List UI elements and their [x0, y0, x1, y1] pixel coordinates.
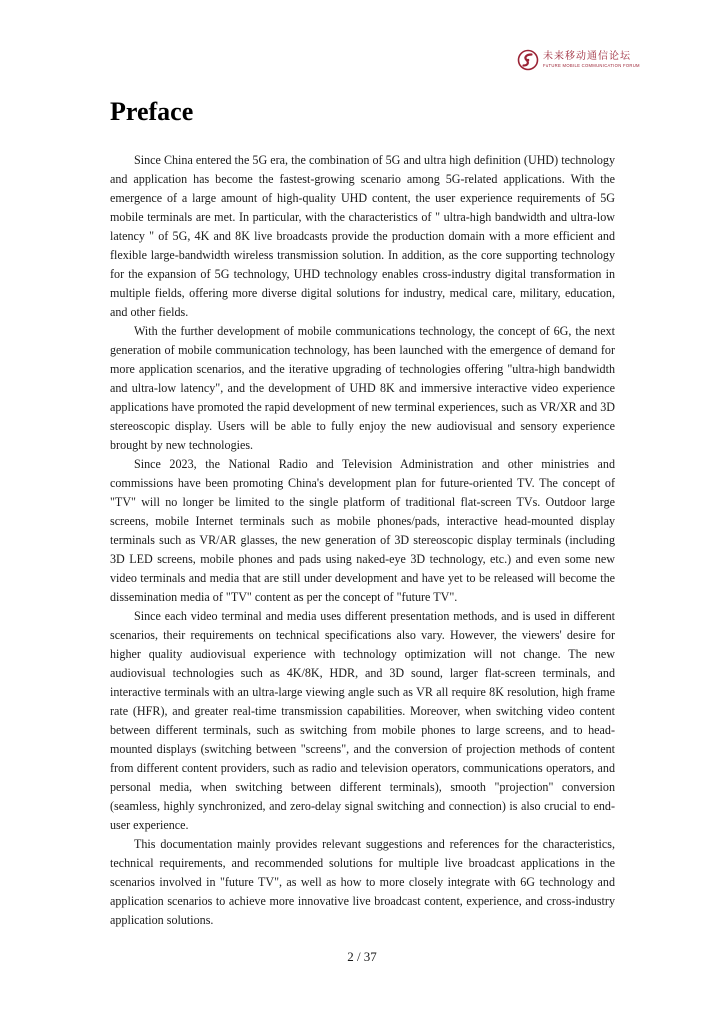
forum-logo-english-name: FuTURE MOBILE COMMUNICATION FORUM [543, 62, 640, 68]
paragraph-future-tv-plan: Since 2023, the National Radio and Television Administration and other ministries and commissions have been promoting China's development plan for future-oriented TV. The concept of "TV" will no longer be limited to the single platform of traditional flat-screen TVs. Outdoor large screens, mobile Internet terminals such as mobile phones/pads, interactive head-mounted display terminals such as VR/AR glasses, the new generation of 3D stereoscopic display terminals (including 3D LED screens, mobile phones and pads using naked-eye 3D technology, etc.) and even some new video terminals and media that are still under development and have yet to be released will become the dissemination media of "TV" content as per the concept of "future TV". [110, 457, 615, 604]
page-number: 2 / 37 [347, 949, 377, 964]
forum-logo-chinese-name: 未来移动通信论坛 [543, 50, 631, 62]
page-title: Preface [110, 97, 194, 126]
paragraph-terminal-requirements: Since each video terminal and media uses different presentation methods, and is used in different scenarios, their requirements on technical specifications also vary. However, the viewers' desire for higher quality audiovisual experience with technology optimization will not change. The new audiovisual technologies such as 4K/8K, HDR, and 3D sound, larger flat-screen terminals, and interactive terminals with an ultra-large viewing angle such as VR all require 8K resolution, high frame rate (HFR), and greater real-time transmission capabilities. Moreover, when switching video content between different terminals, such as switching from mobile phones to large screens, and to head-mounted displays (switching between "screens", and the conversion of projection methods of content from different content providers, such as radio and television operators, communications operators, and personal media, when switching between different terminals), smooth "projection" conversion (seamless, highly synchronized, and zero-delay signal switching and connection) is also crucial to end-user experience. [110, 609, 615, 832]
forum-logo [517, 47, 642, 73]
preface-body [110, 151, 615, 930]
forum-logo-text [543, 52, 640, 68]
forum-logo-icon [517, 49, 539, 71]
paragraph-5g-uhd: Since China entered the 5G era, the combination of 5G and ultra high definition (UHD) technology and application has become the fastest-growing scenario among 5G-related applications. With the emergence of a large amount of high-quality UHD content, the user experience requirements of 5G mobile terminals are met. In particular, with the characteristics of " ultra-high bandwidth and ultra-low latency " of 5G, 4K and 8K live broadcasts provide the production domain with a more efficient and flexible large-bandwidth wireless transmission solution. In addition, as the core supporting technology for the expansion of 5G technology, UHD technology enables cross-industry digital transformation in multiple fields, offering more diverse digital solutions for industry, medical care, military, education, and other fields. [110, 153, 615, 319]
paragraph-document-scope: This documentation mainly provides relevant suggestions and references for the characteristics, technical requirements, and recommended solutions for multiple live broadcast applications in the scenarios involved in "future TV", as well as how to more closely integrate with 6G technology and application scenarios to achieve more innovative live broadcast content, experience, and cross-industry application solutions. [110, 837, 615, 927]
paragraph-6g-development: With the further development of mobile communications technology, the concept of 6G, the next generation of mobile communication technology, has been launched with the emergence of demand for more application scenarios, and the iterative upgrading of technologies offering "ultra-high bandwidth and ultra-low latency", and the development of UHD 8K and immersive interactive video experience applications have promoted the rapid development of new terminal experiences, such as VR/XR and 3D stereoscopic display. Users will be able to fully enjoy the new audiovisual and sensory experience brought by new technologies. [110, 324, 615, 452]
